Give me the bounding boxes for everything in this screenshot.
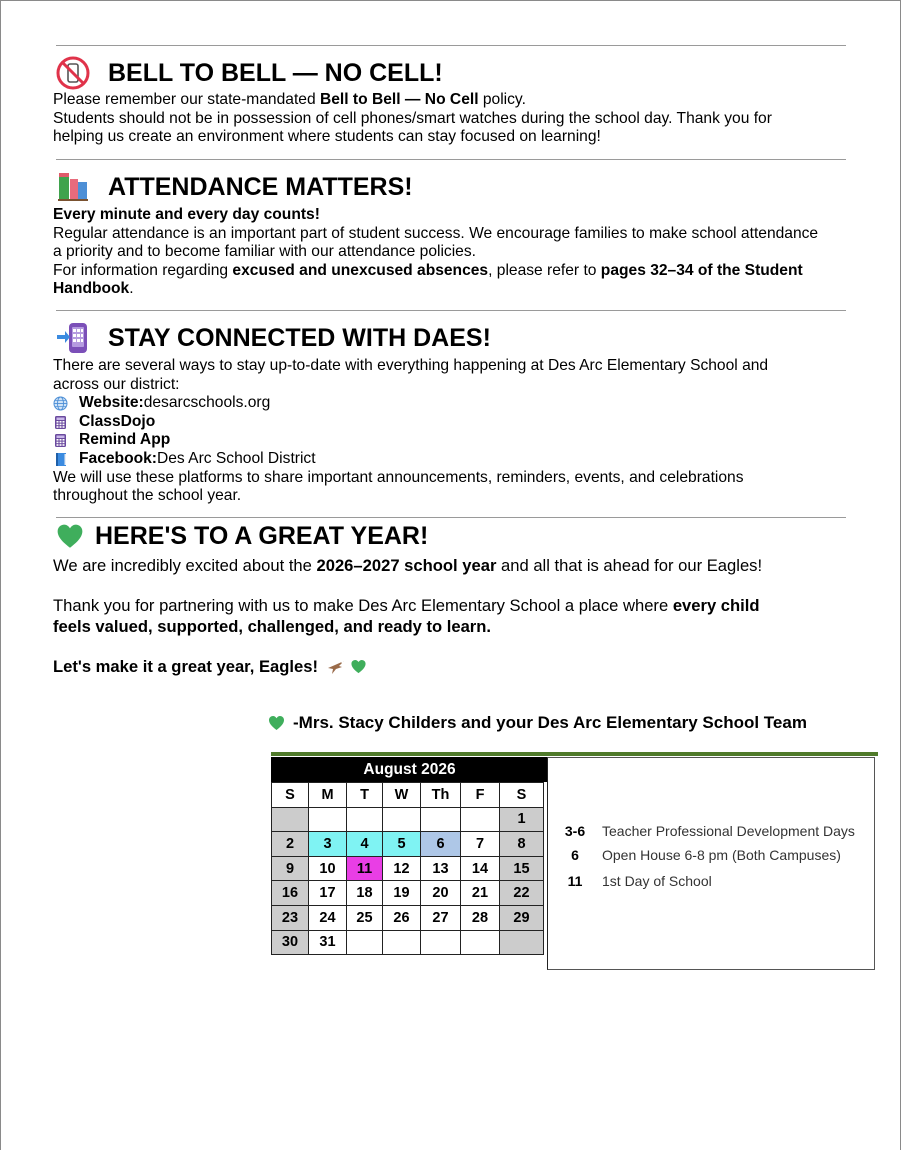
list-item-label: Facebook:	[79, 449, 157, 467]
calendar-grid	[271, 782, 544, 955]
calendar-weekday: Th	[421, 783, 461, 808]
connected-text: throughout the school year.	[53, 487, 242, 505]
connected-text: across our district:	[53, 375, 180, 393]
calendar-day	[421, 930, 461, 955]
calendar-day	[461, 807, 500, 832]
list-item-label: ClassDojo	[79, 412, 156, 430]
calendar-notes	[547, 757, 875, 970]
handbook-reference: pages 32–34 of the Student	[600, 261, 803, 279]
calendar-note	[548, 873, 712, 889]
calendar-day: 3	[309, 832, 347, 857]
calendar-day: 13	[421, 856, 461, 881]
calendar-day: 27	[421, 905, 461, 930]
calendar-top-bar	[271, 752, 878, 756]
calendar-week-row	[272, 807, 544, 832]
connected-body	[53, 357, 853, 506]
attendance-title: ATTENDANCE MATTERS!	[108, 172, 413, 201]
website-link[interactable]: desarcschools.org	[143, 394, 271, 412]
handbook-reference: Handbook	[53, 280, 130, 298]
attendance-heading	[56, 170, 413, 204]
calendar-day: 23	[272, 905, 309, 930]
books-icon	[56, 170, 90, 204]
bell-text: helping us create an environment where students can stay focused on learning!	[53, 128, 601, 146]
bell-body	[53, 91, 853, 147]
calendar-day	[272, 807, 309, 832]
great-year-title: HERE'S TO A GREAT YEAR!	[95, 522, 429, 550]
calendar-day: 31	[309, 930, 347, 955]
no-mobile-phones-icon	[56, 56, 90, 90]
signature	[268, 713, 807, 733]
connected-text: We will use these platforms to share important announcements, reminders, events, and celebrations	[53, 468, 744, 486]
facebook-page-name[interactable]: Des Arc School District	[156, 449, 316, 467]
calendar-day: 15	[500, 856, 544, 881]
calendar-day: 22	[500, 881, 544, 906]
calendar-weekday: F	[461, 783, 500, 808]
calendar-day: 17	[309, 881, 347, 906]
note-text: 1st Day of School	[602, 873, 712, 889]
calendar-day: 29	[500, 905, 544, 930]
attendance-emphasis: excused and unexcused absences	[232, 261, 489, 279]
signature-text: -Mrs. Stacy Childers and your Des Arc Elementary School Team	[293, 713, 807, 732]
great-year-text: Thank you for partnering with us to make Des Arc Elementary School a place where	[53, 596, 673, 615]
great-year-emphasis: feels valued, supported, challenged, and ready to learn.	[53, 617, 492, 636]
calendar-day: 21	[461, 881, 500, 906]
calendar-day: 24	[309, 905, 347, 930]
great-year-text: and all that is ahead for our Eagles!	[496, 556, 763, 575]
school-year: 2026–2027 school year	[316, 556, 497, 575]
calendar-week-row	[272, 905, 544, 930]
calendar-day	[500, 930, 544, 955]
connected-text: There are several ways to stay up-to-date with everything happening at Des Arc Elementary School and	[53, 357, 769, 374]
great-year-body	[53, 555, 853, 677]
calculator-icon	[53, 415, 68, 430]
calendar-day: 2	[272, 832, 309, 857]
blue-book-icon	[53, 452, 68, 467]
calendar-weekday: M	[309, 783, 347, 808]
bell-text: policy.	[478, 91, 526, 108]
calculator-icon	[53, 433, 68, 448]
calendar-month-title: August 2026	[271, 757, 548, 782]
note-text: Teacher Professional Development Days	[602, 823, 855, 839]
bell-heading	[56, 56, 443, 90]
green-heart-icon	[350, 659, 367, 675]
bell-text: Students should not be in possession of cell phones/smart watches during the school day. Thank you for	[53, 109, 772, 127]
calendar-day	[347, 807, 383, 832]
calendar-weekday: T	[347, 783, 383, 808]
calendar-day	[461, 930, 500, 955]
section-divider	[56, 159, 846, 160]
attendance-tagline: Every minute and every day counts!	[53, 206, 320, 223]
list-item-remind	[53, 431, 853, 450]
calendar-day: 18	[347, 881, 383, 906]
calendar-day: 20	[421, 881, 461, 906]
calendar-day: 6	[421, 832, 461, 857]
bell-text: Please remember our state-mandated	[53, 91, 320, 108]
calendar-weekday: S	[500, 783, 544, 808]
calendar-weekday-row	[272, 783, 544, 808]
list-item-facebook	[53, 450, 853, 469]
calendar-week-row	[272, 930, 544, 955]
note-date: 6	[571, 847, 579, 863]
august-calendar	[271, 752, 878, 970]
calendar-day: 14	[461, 856, 500, 881]
green-heart-icon	[268, 715, 285, 732]
mobile-arrow-icon	[56, 321, 90, 355]
globe-icon	[53, 396, 68, 411]
calendar-day: 11	[347, 856, 383, 881]
list-item-website	[53, 394, 853, 413]
eagle-icon	[327, 659, 345, 675]
calendar-week-row	[272, 856, 544, 881]
calendar-day: 25	[347, 905, 383, 930]
bell-title: BELL TO BELL — NO CELL!	[108, 58, 443, 87]
calendar-day	[383, 930, 421, 955]
calendar-day: 9	[272, 856, 309, 881]
calendar-day	[421, 807, 461, 832]
section-divider	[56, 310, 846, 311]
list-item-label: Remind App	[79, 431, 171, 449]
green-heart-icon	[56, 523, 84, 551]
great-year-closing: Let's make it a great year, Eagles!	[53, 657, 318, 676]
section-divider	[56, 45, 846, 46]
calendar-day: 8	[500, 832, 544, 857]
calendar-day: 19	[383, 881, 421, 906]
calendar-weekday: W	[383, 783, 421, 808]
section-divider	[56, 517, 846, 518]
calendar-day: 30	[272, 930, 309, 955]
calendar-week-row	[272, 832, 544, 857]
attendance-text: .	[129, 280, 134, 298]
calendar-day: 5	[383, 832, 421, 857]
calendar-day: 16	[272, 881, 309, 906]
attendance-body	[53, 206, 853, 299]
attendance-text: For information regarding	[53, 261, 233, 279]
bell-policy-name: Bell to Bell — No Cell	[319, 91, 479, 108]
calendar-day: 26	[383, 905, 421, 930]
calendar-day: 10	[309, 856, 347, 881]
calendar-day: 1	[500, 807, 544, 832]
calendar-note	[548, 823, 855, 839]
list-item-label: Website:	[79, 394, 144, 412]
attendance-text: a priority and to become familiar with our attendance policies.	[53, 243, 476, 261]
calendar-week-row	[272, 881, 544, 906]
attendance-text: Regular attendance is an important part of student success. We encourage families to make school attendance	[53, 224, 819, 242]
great-year-emphasis: every child	[672, 596, 760, 615]
calendar-day: 4	[347, 832, 383, 857]
calendar-weekday: S	[272, 783, 309, 808]
connected-title: STAY CONNECTED WITH DAES!	[108, 323, 491, 352]
list-item-classdojo	[53, 413, 853, 432]
calendar-note	[548, 847, 841, 863]
calendar-day: 12	[383, 856, 421, 881]
great-year-text: We are incredibly excited about the	[53, 556, 317, 575]
note-text: Open House 6-8 pm (Both Campuses)	[602, 847, 841, 863]
connected-heading	[56, 321, 491, 355]
calendar-day: 7	[461, 832, 500, 857]
calendar-day	[383, 807, 421, 832]
attendance-text: , please refer to	[488, 261, 601, 279]
calendar-day	[309, 807, 347, 832]
note-date: 3-6	[564, 823, 586, 839]
calendar-day	[347, 930, 383, 955]
great-year-heading	[56, 522, 428, 551]
note-date: 11	[567, 873, 583, 889]
calendar-day: 28	[461, 905, 500, 930]
